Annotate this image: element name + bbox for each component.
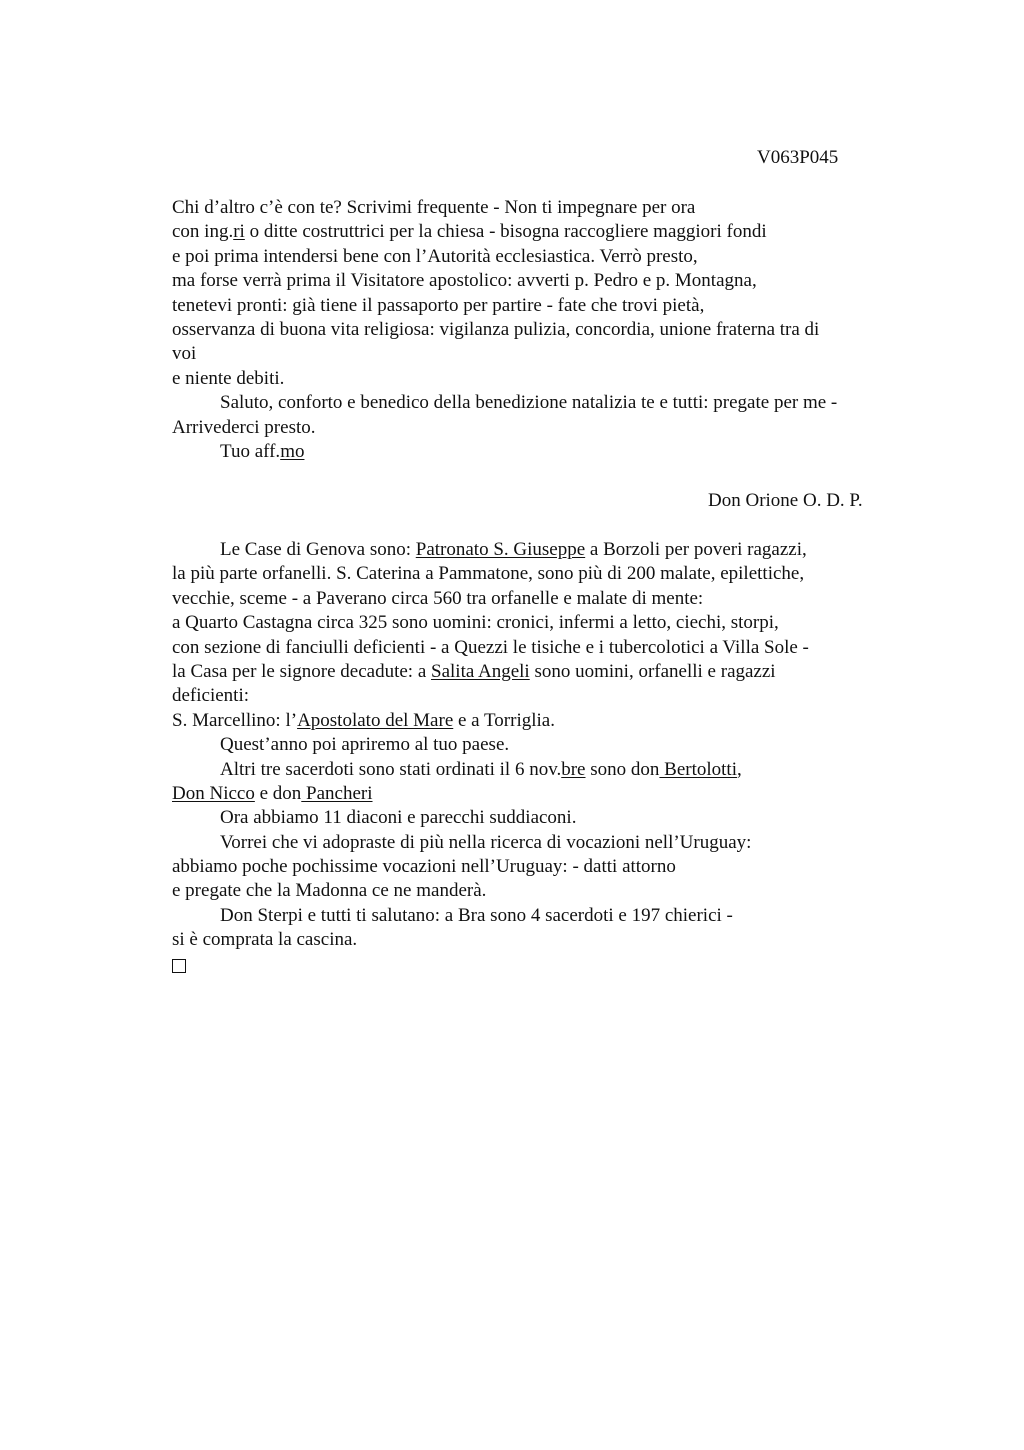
- postscript-line: si è comprata la cascina.: [172, 929, 358, 951]
- postscript-line: la più parte orfanelli. S. Caterina a Pammatone, sono più di 200 malate, epilettiche,: [172, 563, 805, 585]
- letter-closing: Tuo aff.mo: [220, 440, 305, 462]
- empty-square-icon: [172, 959, 186, 973]
- postscript-line: abbiamo poche pochissime vocazioni nell’Uruguay: - datti attorno: [172, 856, 676, 878]
- underlined-place-name: Apostolato del Mare: [297, 709, 454, 731]
- letter-line: con ing.ri o ditte costruttrici per la chiesa - bisogna raccogliere maggiori fondi: [172, 221, 767, 243]
- postscript-line: a Quarto Castagna circa 325 sono uomini: cronici, infermi a letto, ciechi, storpi,: [172, 612, 779, 634]
- letter-body: [172, 196, 912, 464]
- end-mark: [172, 953, 912, 977]
- postscript-line: Don Sterpi e tutti ti salutano: a Bra sono 4 sacerdoti e 197 chierici -: [220, 904, 733, 926]
- postscript-line: Quest’anno poi apriremo al tuo paese.: [220, 734, 510, 756]
- postscript-line: con sezione di fanciulli deficienti - a Quezzi le tisiche e i tubercolotici a Villa Sole -: [172, 636, 809, 658]
- postscript-line: Ora abbiamo 11 diaconi e parecchi suddiaconi.: [220, 807, 577, 829]
- postscript-line: e pregate che la Madonna ce ne manderà.: [172, 880, 487, 902]
- underlined-place-name: Patronato S. Giuseppe: [415, 539, 586, 560]
- postscript-line: Le Case di Genova sono: Patronato S. Giuseppe a Borzoli per poveri ragazzi,: [220, 539, 807, 560]
- postscript-line: Vorrei che vi adopraste di più nella ricerca di vocazioni nell’Uruguay:: [220, 831, 752, 853]
- letter-line: Chi d’altro c’è con te? Scrivimi frequente - Non ti impegnare per ora: [172, 197, 696, 218]
- letter-line: osservanza di buona vita religiosa: vigilanza pulizia, concordia, unione fraterna tra di: [172, 318, 820, 340]
- underlined-abbreviation: bre: [561, 758, 586, 780]
- document-reference-code: V063P045: [757, 147, 839, 168]
- postscript-line: deficienti:: [172, 685, 250, 707]
- underlined-person-name: Don Nicco: [172, 782, 255, 804]
- postscript-line: S. Marcellino: l’Apostolato del Mare e a Torriglia.: [172, 709, 555, 731]
- letter-line: Saluto, conforto e benedico della benedizione natalizia te e tutti: pregate per me -: [220, 392, 838, 414]
- letter-line: e niente debiti.: [172, 367, 285, 389]
- underlined-abbreviation: ri: [233, 221, 245, 243]
- postscript-line: Don Nicco e don Pancheri: [172, 782, 373, 804]
- postscript-line: vecchie, sceme - a Paverano circa 560 tra orfanelle e malate di mente:: [172, 587, 704, 609]
- letter-line: Arrivederci presto.: [172, 416, 316, 438]
- signature: Don Orione O. D. P.: [708, 490, 863, 511]
- postscript-line: Altri tre sacerdoti sono stati ordinati il 6 nov.bre sono don Bertolotti,: [220, 758, 742, 780]
- postscript-body: [172, 538, 912, 977]
- letter-line: e poi prima intendersi bene con l’Autorità ecclesiastica. Verrò presto,: [172, 245, 698, 267]
- underlined-person-name: Bertolotti: [659, 758, 737, 780]
- underlined-abbreviation: mo: [280, 440, 305, 462]
- postscript-line: la Casa per le signore decadute: a Salita Angeli sono uomini, orfanelli e ragazzi: [172, 660, 776, 682]
- letter-line: voi: [172, 343, 197, 365]
- underlined-place-name: Salita Angeli: [431, 660, 530, 682]
- letter-line: ma forse verrà prima il Visitatore apostolico: avverti p. Pedro e p. Montagna,: [172, 270, 757, 292]
- letter-line: tenetevi pronti: già tiene il passaporto per partire - fate che trovi pietà,: [172, 294, 705, 316]
- underlined-person-name: Pancheri: [301, 782, 373, 804]
